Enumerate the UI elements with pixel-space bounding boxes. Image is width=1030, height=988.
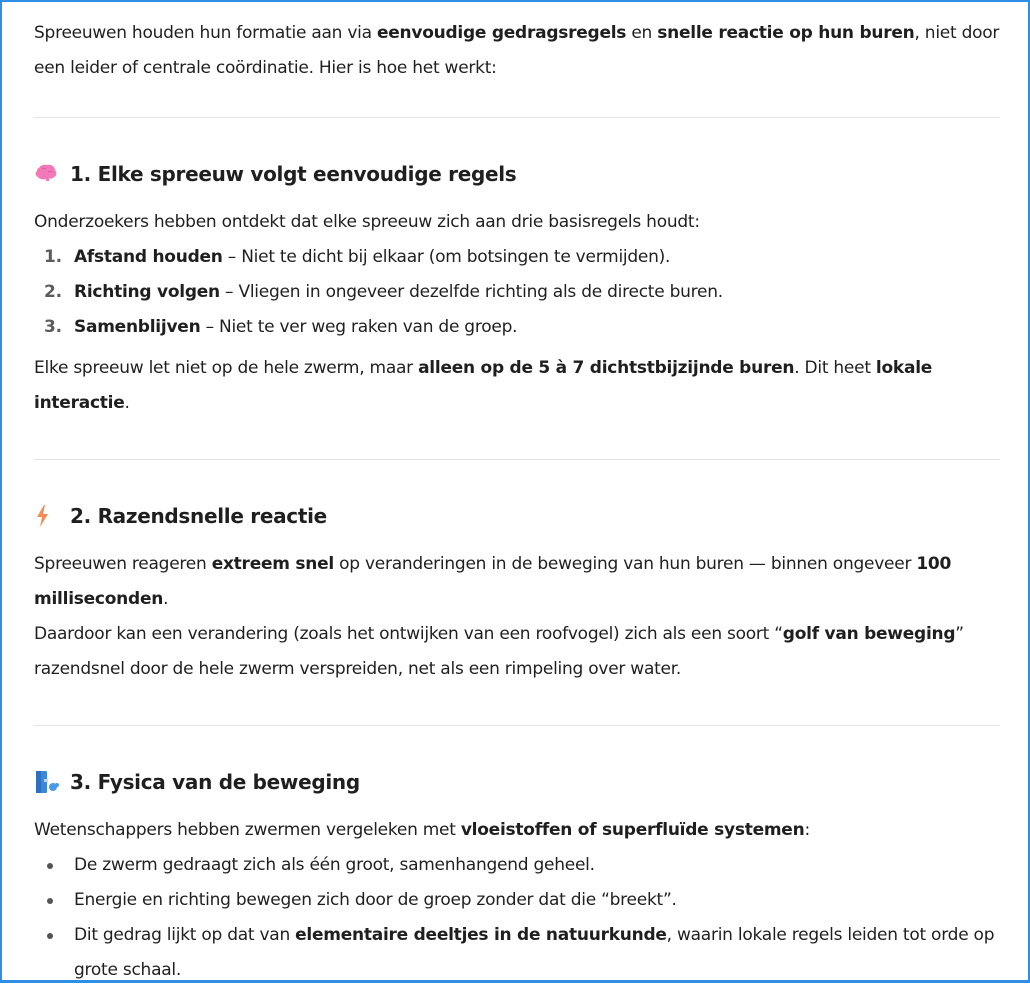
list-text: – Niet te ver weg raken van de groep. <box>200 317 518 337</box>
intro-bold: eenvoudige gedragsregels <box>376 23 627 43</box>
list-item <box>34 275 1000 310</box>
list-text: – Niet te dicht bij elkaar (om botsingen te vermijden). <box>222 247 671 267</box>
bold-text: 100 milliseconden <box>34 554 952 609</box>
intro-text: Spreeuwen houden hun formatie aan via <box>34 23 377 43</box>
section-heading <box>34 767 1000 797</box>
text: . <box>163 589 169 609</box>
intro-text: , niet door een leider of centrale coördinatie. Hier is hoe het werkt: <box>34 23 1000 78</box>
bold-text: elementaire deeltjes in de natuurkunde <box>295 925 667 945</box>
list-bold: Afstand houden <box>74 247 223 267</box>
list-number: 1. <box>44 247 62 267</box>
section-lead: Onderzoekers hebben ontdekt dat elke spreeuw zich aan drie basisregels houdt: <box>34 212 700 232</box>
list-bold: Samenblijven <box>74 317 201 337</box>
intro-paragraph <box>34 16 1000 86</box>
list-item <box>34 918 1000 988</box>
chat-response <box>2 2 1030 988</box>
list-bold: Richting volgen <box>74 282 220 302</box>
text: De zwerm gedraagt zich als één groot, samenhangend geheel. <box>74 855 595 875</box>
rules-list <box>34 240 1000 345</box>
bullet-icon <box>47 863 53 869</box>
divider <box>34 725 1000 726</box>
section-closing <box>34 351 1000 421</box>
list-item <box>34 848 1000 883</box>
list-number: 3. <box>44 317 62 337</box>
text: Daardoor kan een verandering (zoals het ontwijken van een roofvogel) zich als een soort “ <box>34 624 783 644</box>
text: Spreeuwen reageren <box>34 554 212 574</box>
divider <box>34 459 1000 460</box>
lightning-icon <box>34 504 60 528</box>
text: Energie en richting bewegen zich door de groep zonder dat die “breekt”. <box>74 890 677 910</box>
section-heading <box>34 501 1000 531</box>
bold-text: vloeistoffen of superfluïde systemen <box>460 820 805 840</box>
text: Wetenschappers hebben zwermen vergeleken met <box>34 820 461 840</box>
intro-text: en <box>626 23 658 43</box>
section-title: 2. Razendsnelle reactie <box>70 504 327 528</box>
bullet-icon <box>47 898 53 904</box>
list-item <box>34 240 1000 275</box>
list-item <box>34 883 1000 918</box>
section-lead <box>34 813 1000 848</box>
brain-icon <box>34 162 60 186</box>
text: Dit gedrag lijkt op dat van <box>74 925 296 945</box>
text: op veranderingen in de beweging van hun buren — binnen ongeveer <box>333 554 917 574</box>
section-title: 3. Fysica van de beweging <box>70 770 360 794</box>
text: . Dit heet <box>794 358 876 378</box>
section-title: 1. Elke spreeuw volgt eenvoudige regels <box>70 162 517 186</box>
water-physics-icon <box>34 770 60 794</box>
bold-text: extreem snel <box>211 554 334 574</box>
text: : <box>804 820 810 840</box>
text: ” razendsnel door de hele zwerm verspreiden, net als een rimpeling over water. <box>34 624 964 679</box>
bold-text: alleen op de 5 à 7 dichtstbijzijnde buren <box>418 358 795 378</box>
bold-text: golf van beweging <box>782 624 956 644</box>
text: . <box>124 393 130 413</box>
text: , waarin lokale regels leiden tot orde op grote schaal. <box>74 925 995 980</box>
list-text: – Vliegen in ongeveer dezelfde richting als de directe buren. <box>219 282 723 302</box>
section-heading <box>34 159 1000 189</box>
bold-text: lokale interactie <box>34 358 933 413</box>
divider <box>34 117 1000 118</box>
list-number: 2. <box>44 282 62 302</box>
intro-bold: snelle reactie op hun buren <box>657 23 915 43</box>
text: Elke spreeuw let niet op de hele zwerm, maar <box>34 358 419 378</box>
list-item <box>34 310 1000 345</box>
section-paragraph <box>34 617 1000 687</box>
bullet-icon <box>47 933 53 939</box>
physics-bullet-list <box>34 848 1000 988</box>
section-paragraph <box>34 547 1000 617</box>
